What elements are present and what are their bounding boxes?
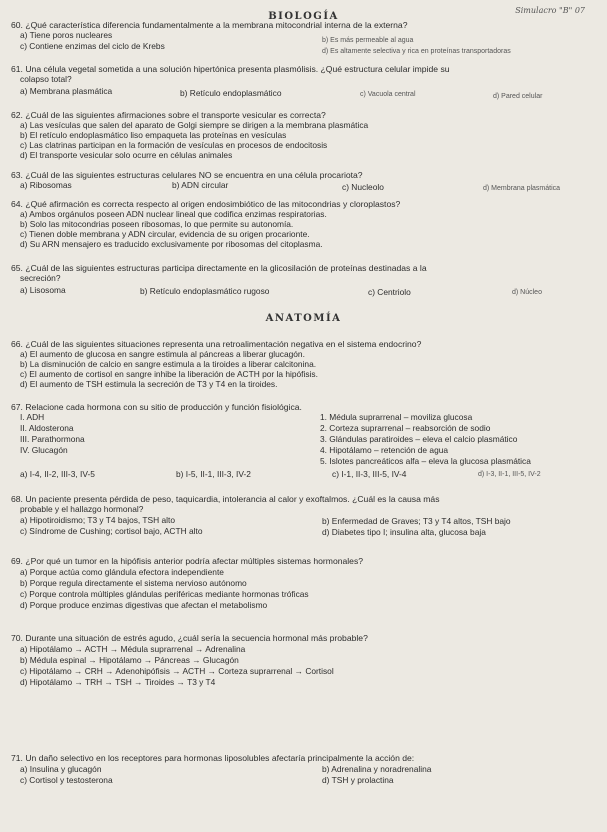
question-64-option-b: b) Solo las mitocondrias poseen ribosomas, lo que permite su autonomía. xyxy=(20,219,294,229)
question-65-option-a: a) Lisosoma xyxy=(20,285,66,295)
question-65-stem: 65. ¿Cuál de las siguientes estructuras participa directamente en la glicosilación de proteínas destinadas a la xyxy=(11,263,427,273)
question-70-stem: 70. Durante una situación de estrés agudo, ¿cuál sería la secuencia hormonal más probable? xyxy=(11,633,368,643)
question-68-option-c: c) Síndrome de Cushing; cortisol bajo, ACTH alto xyxy=(20,526,203,536)
question-66-option-c: c) El aumento de cortisol en sangre inhibe la liberación de ACTH por la hipófisis. xyxy=(20,369,318,379)
question-62-option-d: d) El transporte vesicular solo ocurre en células animales xyxy=(20,150,233,160)
question-68-option-d: d) Diabetes tipo I; insulina alta, glucosa baja xyxy=(322,527,486,537)
question-60-option-b: b) Es más permeable al agua xyxy=(322,37,414,44)
question-67-site-3: 3. Glándulas paratiroides – eleva el calcio plasmático xyxy=(320,434,518,444)
question-69-option-d: d) Porque produce enzimas digestivas que afectan el metabolismo xyxy=(20,600,268,610)
question-71-option-d: d) TSH y prolactina xyxy=(322,775,394,785)
question-67-site-1: 1. Médula suprarrenal – moviliza glucosa xyxy=(320,412,473,422)
question-64-option-c: c) Tienen doble membrana y ADN circular, evidencia de su origen procarionte. xyxy=(20,229,310,239)
question-60-option-a: a) Tiene poros nucleares xyxy=(20,30,113,40)
question-60-stem: 60. ¿Qué característica diferencia fundamentalmente a la membrana mitocondrial interna de la externa? xyxy=(11,20,408,30)
question-67-hormone-2: II. Aldosterona xyxy=(20,423,74,433)
question-67-site-2: 2. Corteza suprarrenal – reabsorción de sodio xyxy=(320,423,491,433)
question-70-option-b: b) Médula espinal → Hipotálamo → Páncreas → Glucagón xyxy=(20,655,239,665)
question-61-option-c: c) Vacuola central xyxy=(360,91,416,98)
question-67-option-b: b) I-5, II-1, III-3, IV-2 xyxy=(176,469,251,479)
question-66-option-b: b) La disminución de calcio en sangre estimula a la tiroides a liberar calcitonina. xyxy=(20,359,317,369)
question-67-option-c: c) I-1, II-3, III-5, IV-4 xyxy=(332,469,407,479)
handwritten-note: Simulacro "B" 07 xyxy=(515,6,585,15)
question-68-stem-cont: probable y el hallazgo hormonal? xyxy=(20,504,144,514)
question-67-option-d: d) I-3, II-1, III-5, IV-2 xyxy=(478,471,541,478)
question-69-option-c: c) Porque controla múltiples glándulas periféricas mediante hormonas tróficas xyxy=(20,589,309,599)
section-title-biologia: BIOLOGÍA xyxy=(268,11,339,22)
question-62-option-b: b) El retículo endoplasmático liso empaqueta las proteínas en vesículas xyxy=(20,130,287,140)
question-63-option-a: a) Ribosomas xyxy=(20,180,72,190)
question-71-stem: 71. Un daño selectivo en los receptores para hormonas liposolubles afectaría principalmente la acción de: xyxy=(11,753,415,763)
question-67-option-a: a) I-4, II-2, III-3, IV-5 xyxy=(20,469,95,479)
question-61-option-d: d) Pared celular xyxy=(493,93,543,100)
question-66-stem: 66. ¿Cuál de las siguientes situaciones representa una retroalimentación negativa en el sistema endocrino? xyxy=(11,339,422,349)
section-title-anatomia: ANATOMÍA xyxy=(265,313,342,324)
question-65-option-d: d) Núcleo xyxy=(512,289,542,296)
question-69-option-a: a) Porque actúa como glándula efectora independiente xyxy=(20,567,224,577)
question-70-option-d: d) Hipotálamo → TRH → TSH → Tiroides → T3 y T4 xyxy=(20,677,216,687)
question-62-option-c: c) Las clatrinas participan en la formación de vesículas en procesos de endocitosis xyxy=(20,140,328,150)
question-63-stem: 63. ¿Cuál de las siguientes estructuras celulares NO se encuentra en una célula procariota? xyxy=(11,170,363,180)
question-67-site-5: 5. Islotes pancreáticos alfa – eleva la glucosa plasmática xyxy=(320,456,531,466)
question-71-option-c: c) Cortisol y testosterona xyxy=(20,775,113,785)
question-62-option-a: a) Las vesículas que salen del aparato de Golgi siempre se dirigen a la membrana plasmática xyxy=(20,120,369,130)
question-65-option-b: b) Retículo endoplasmático rugoso xyxy=(140,286,270,296)
question-71-option-a: a) Insulina y glucagón xyxy=(20,764,102,774)
question-69-option-b: b) Porque regula directamente el sistema nervioso autónomo xyxy=(20,578,247,588)
question-64-option-d: d) Su ARN mensajero es traducido exclusivamente por ribosomas del citoplasma. xyxy=(20,239,323,249)
question-68-option-b: b) Enfermedad de Graves; T3 y T4 altos, TSH bajo xyxy=(322,516,511,526)
question-68-option-a: a) Hipotiroidismo; T3 y T4 bajos, TSH alto xyxy=(20,515,176,525)
question-63-option-c: c) Nucleolo xyxy=(342,182,384,192)
question-71-option-b: b) Adrenalina y noradrenalina xyxy=(322,764,432,774)
question-61-stem: 61. Una célula vegetal sometida a una solución hipertónica presenta plasmólisis. ¿Qué estructura celular impide su xyxy=(11,64,450,74)
question-67-hormone-3: III. Parathormona xyxy=(20,434,85,444)
question-66-option-a: a) El aumento de glucosa en sangre estimula al páncreas a liberar glucagón. xyxy=(20,349,305,359)
question-67-site-4: 4. Hipotálamo – retención de agua xyxy=(320,445,449,455)
question-66-option-d: d) El aumento de TSH estimula la secreción de T3 y T4 en la tiroides. xyxy=(20,379,278,389)
question-63-option-b: b) ADN circular xyxy=(172,180,229,190)
question-60-option-c: c) Contiene enzimas del ciclo de Krebs xyxy=(20,41,165,51)
question-65-stem-cont: secreción? xyxy=(20,273,61,283)
question-67-hormone-1: I. ADH xyxy=(20,412,45,422)
question-64-stem: 64. ¿Qué afirmación es correcta respecto al origen endosimbiótico de las mitocondrias y cloroplastos? xyxy=(11,199,401,209)
question-63-option-d: d) Membrana plasmática xyxy=(483,185,561,192)
question-70-option-c: c) Hipotálamo → CRH → Adenohipófisis → ACTH → Corteza suprarrenal → Cortisol xyxy=(20,666,334,676)
question-61-option-b: b) Retículo endoplasmático xyxy=(180,88,282,98)
question-60-option-d: d) Es altamente selectiva y rica en proteínas transportadoras xyxy=(322,48,511,55)
question-68-stem: 68. Un paciente presenta pérdida de peso, taquicardia, intolerancia al calor y exoftalmos. ¿Cuál es la causa más xyxy=(11,494,440,504)
question-61-option-a: a) Membrana plasmática xyxy=(20,86,113,96)
question-67-hormone-4: IV. Glucagón xyxy=(20,445,68,455)
question-62-stem: 62. ¿Cuál de las siguientes afirmaciones sobre el transporte vesicular es correcta? xyxy=(11,110,326,120)
question-69-stem: 69. ¿Por qué un tumor en la hipófisis anterior podría afectar múltiples sistemas hormonales? xyxy=(11,556,364,566)
question-61-stem-cont: colapso total? xyxy=(20,74,72,84)
question-65-option-c: c) Centriolo xyxy=(368,287,411,297)
question-67-stem: 67. Relacione cada hormona con su sitio de producción y función fisiológica. xyxy=(11,402,302,412)
question-64-option-a: a) Ambos orgánulos poseen ADN nuclear lineal que codifica enzimas respiratorias. xyxy=(20,209,327,219)
question-70-option-a: a) Hipotálamo → ACTH → Médula suprarrenal → Adrenalina xyxy=(20,644,246,654)
